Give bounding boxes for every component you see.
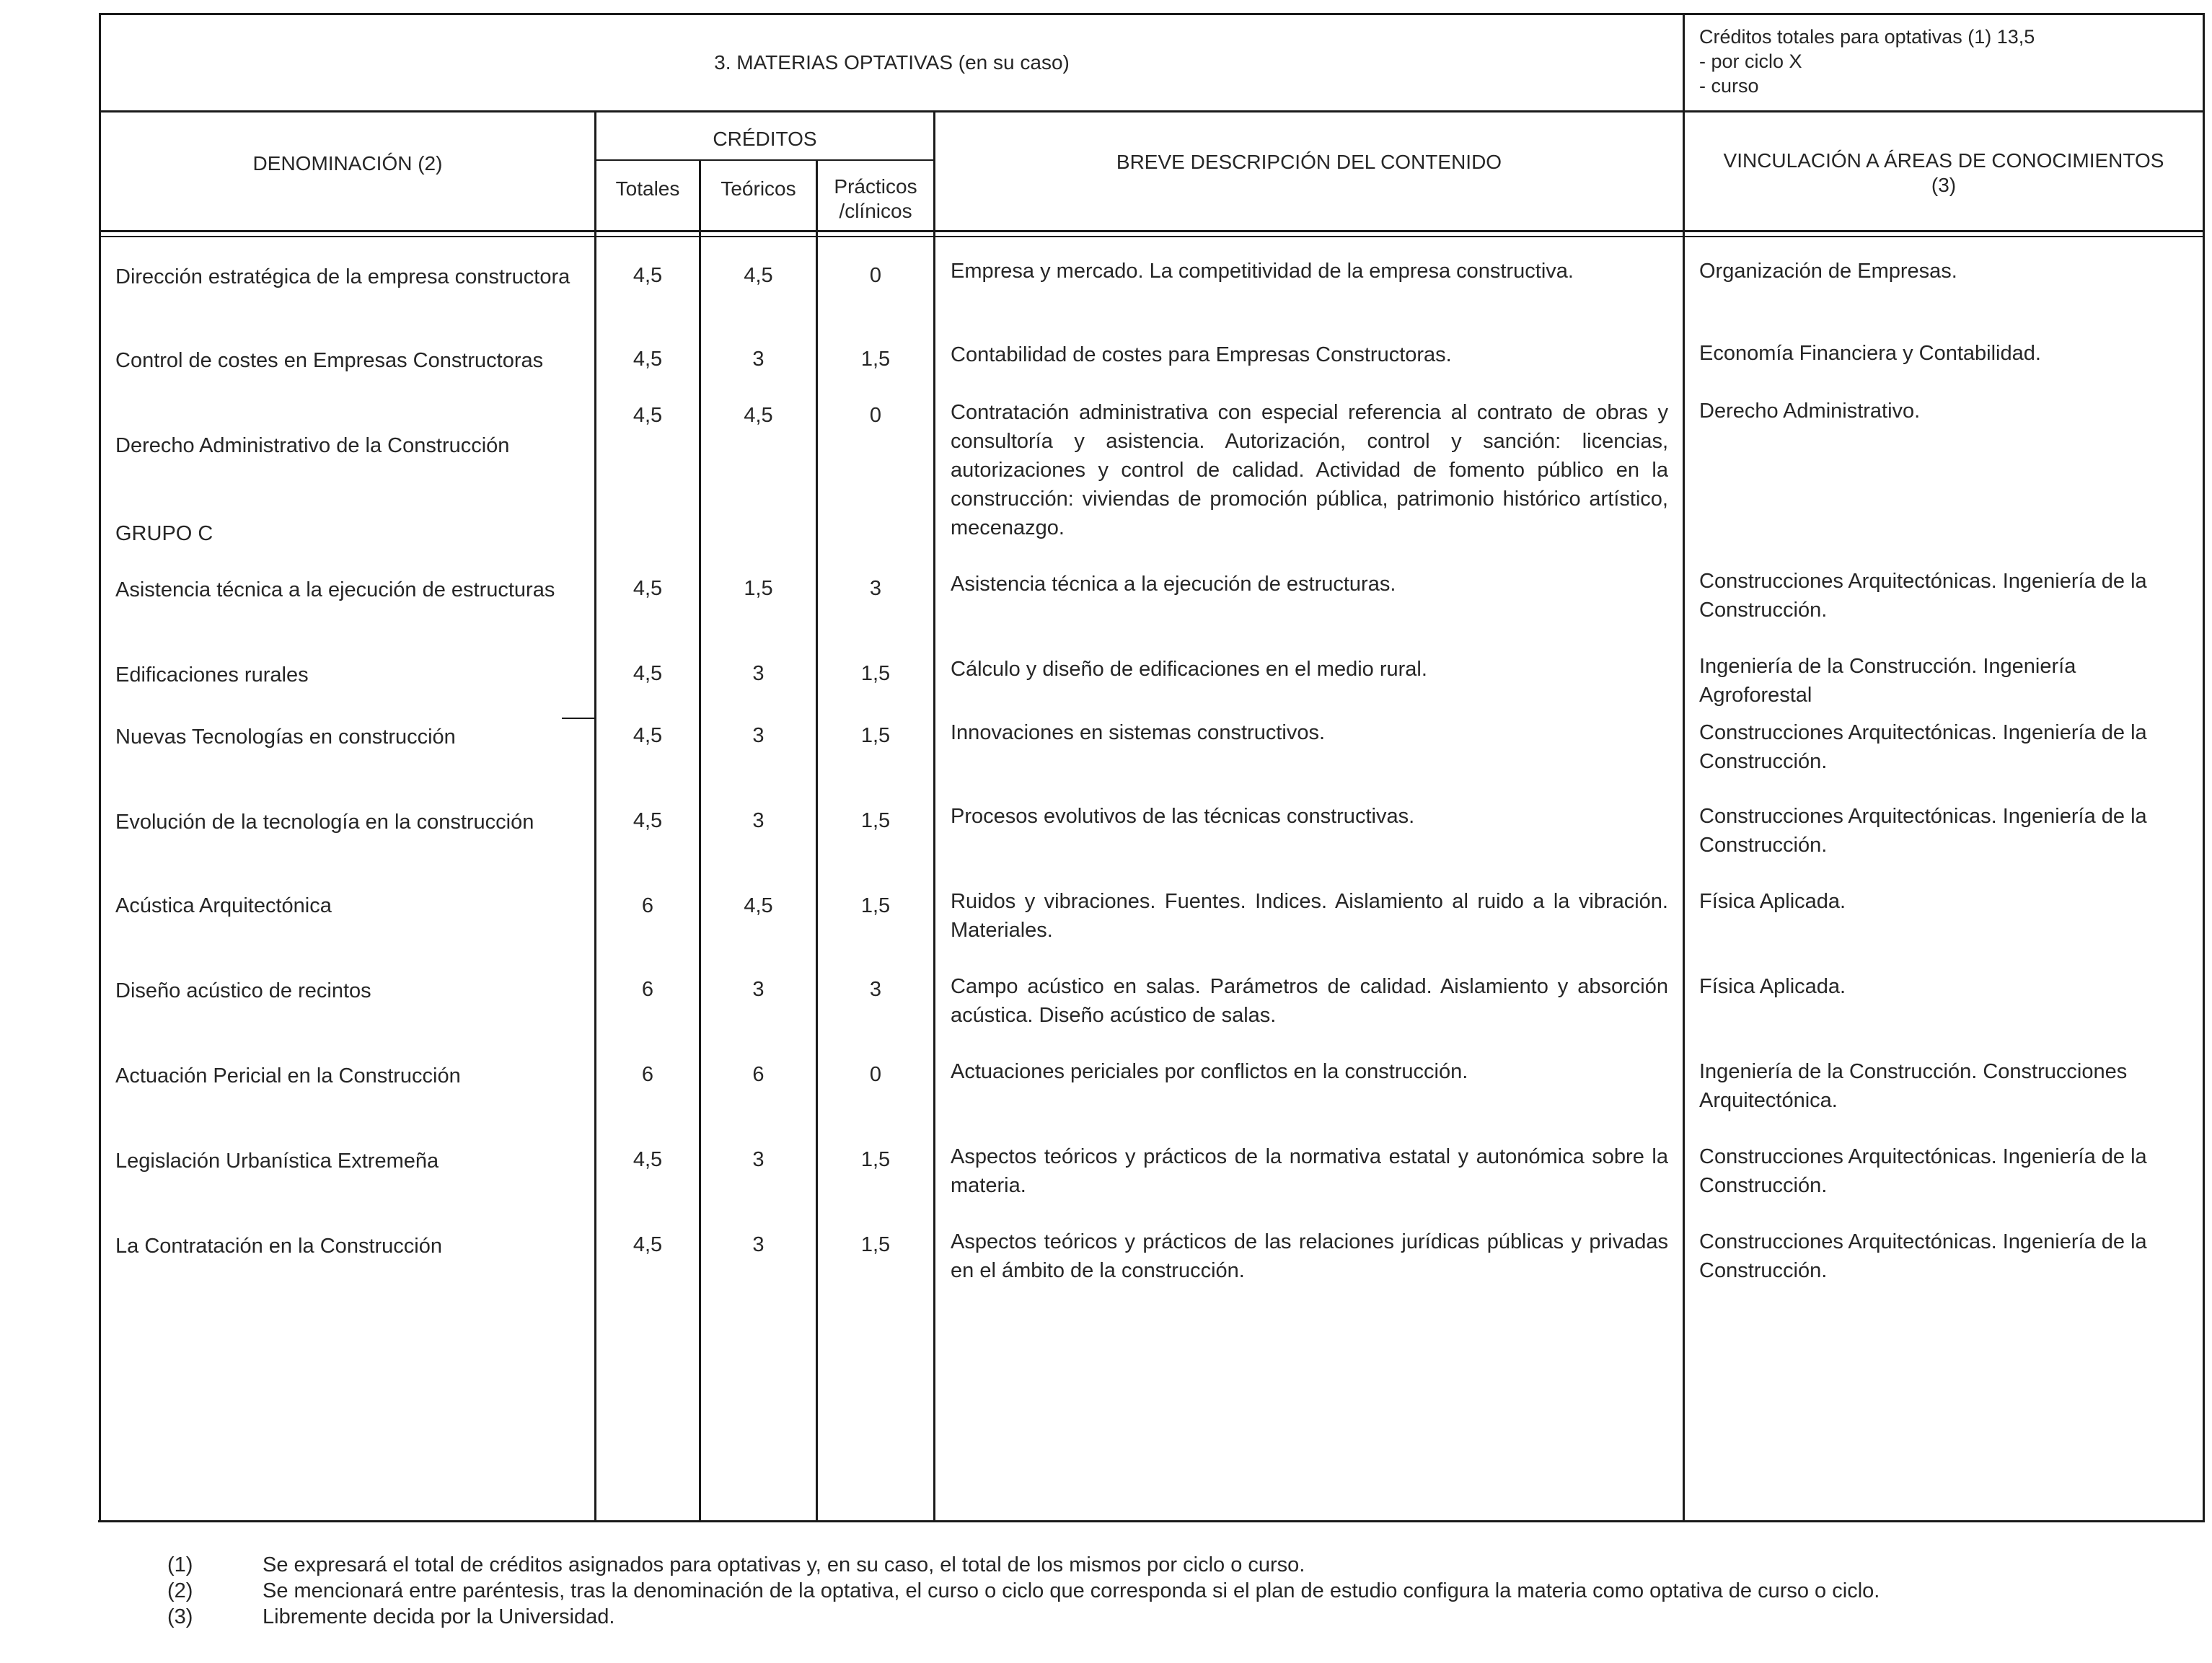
col-header-practicos-line1: Prácticos — [834, 175, 917, 198]
col-header-vinculacion — [1685, 149, 2203, 198]
row-description: Ruidos y vibraciones. Fuentes. Indices. Aislamiento al ruido a la vibración. Materiales. — [951, 890, 1668, 942]
row-name: Evolución de la tecnología en la construcción — [115, 811, 534, 834]
row-description: Innovaciones en sistemas constructivos. — [951, 721, 1326, 744]
row-teoricos: 6 — [752, 1063, 764, 1086]
row-name: Control de costes en Empresas Constructoras — [115, 349, 544, 372]
row-teoricos: 4,5 — [744, 264, 773, 287]
row-practicos: 1,5 — [860, 1233, 891, 1256]
row-teoricos: 3 — [752, 978, 764, 1001]
row-name: Nuevas Tecnologías en construcción — [115, 725, 456, 749]
row-description: Campo acústico en salas. Parámetros de calidad. Aislamiento y absorción acústica. Diseño acústico de salas. — [951, 975, 1668, 1027]
table-border-bottom — [98, 1520, 2203, 1522]
footnote-number: (3) — [167, 1605, 193, 1628]
row-area: Derecho Administrativo. — [1699, 400, 1921, 423]
row-teoricos: 3 — [752, 1233, 764, 1256]
row-area: Construcciones Arquitectónicas. Ingeniería de la Construcción. — [1699, 1230, 2147, 1282]
row-teoricos: 1,5 — [744, 577, 773, 600]
row-totales: 4,5 — [633, 662, 663, 685]
credits-note-ciclo: - por ciclo X — [1699, 50, 1802, 72]
row-description: Aspectos teóricos y prácticos de la normativa estatal y autonómica sobre la materia. — [951, 1145, 1668, 1197]
row-teoricos: 3 — [752, 724, 764, 747]
row-totales: 6 — [641, 894, 654, 917]
row-practicos: 3 — [869, 577, 882, 600]
row-totales: 4,5 — [633, 1148, 663, 1171]
row-area: Organización de Empresas. — [1699, 260, 1957, 283]
row-area: Física Aplicada. — [1699, 890, 1846, 913]
row-description: Cálculo y diseño de edificaciones en el medio rural. — [951, 658, 1427, 681]
header-separator-2 — [100, 236, 2204, 237]
row-totales: 4,5 — [633, 404, 663, 427]
row-teoricos: 4,5 — [744, 404, 773, 427]
creditos-subheader-line — [596, 159, 935, 161]
row-area: Física Aplicada. — [1699, 975, 1846, 998]
row-name: Derecho Administrativo de la Construcción — [115, 434, 510, 457]
row-totales: 4,5 — [633, 348, 663, 371]
col-header-vinculacion-line2: (3) — [1931, 174, 1957, 196]
row-name: Legislación Urbanística Extremeña — [115, 1150, 439, 1173]
row-description: Asistencia técnica a la ejecución de estructuras. — [951, 573, 1396, 596]
row-area: Construcciones Arquitectónicas. Ingeniería de la Construcción. — [1699, 721, 2147, 773]
footnote-number: (2) — [167, 1579, 193, 1602]
row-description: Actuaciones periciales por conflictos en la construcción. — [951, 1060, 1468, 1083]
row-totales: 4,5 — [633, 577, 663, 600]
row-area: Ingeniería de la Construcción. Construcciones Arquitectónica. — [1699, 1060, 2128, 1112]
footnote-text: Se expresará el total de créditos asignados para optativas y, en su caso, el total de los mismos por ciclo o curso. — [263, 1553, 1305, 1576]
row-description: Contabilidad de costes para Empresas Constructoras. — [951, 343, 1452, 366]
title-separator — [100, 110, 2204, 113]
row-teoricos: 3 — [752, 662, 764, 685]
col-header-practicos — [818, 175, 933, 224]
credits-note-total: Créditos totales para optativas (1) 13,5 — [1699, 26, 2035, 48]
row-description: Empresa y mercado. La competitividad de la empresa constructiva. — [951, 260, 1574, 283]
footnote-text: Se mencionará entre paréntesis, tras la denominación de la optativa, el curso o ciclo que corresponda si el plan de estudio configura la materia como optativa de curso o ciclo. — [263, 1579, 1880, 1602]
row-teoricos: 3 — [752, 348, 764, 371]
row-name: Diseño acústico de recintos — [115, 979, 371, 1002]
row-practicos: 0 — [869, 1063, 882, 1086]
row-practicos: 1,5 — [860, 809, 891, 832]
section-title: 3. MATERIAS OPTATIVAS (en su caso) — [714, 51, 1070, 74]
row-area: Construcciones Arquitectónicas. Ingeniería de la Construcción. — [1699, 805, 2147, 857]
row-area: Construcciones Arquitectónicas. Ingeniería de la Construcción. — [1699, 1145, 2147, 1197]
row-area: Construcciones Arquitectónicas. Ingeniería de la Construcción. — [1699, 570, 2147, 622]
row-totales: 6 — [641, 1063, 654, 1086]
col-sep-descripcion — [1683, 13, 1685, 1522]
row-practicos: 3 — [869, 978, 882, 1001]
row-practicos: 1,5 — [860, 348, 891, 371]
col-sep-practicos — [933, 111, 935, 1522]
col-header-teoricos: Teóricos — [721, 177, 796, 200]
credits-note-curso: - curso — [1699, 75, 1759, 97]
row-teoricos: 3 — [752, 1148, 764, 1171]
row-practicos: 0 — [869, 264, 882, 287]
table-border-right — [2203, 13, 2205, 1522]
row-teoricos: 3 — [752, 809, 764, 832]
row-practicos: 1,5 — [860, 1148, 891, 1171]
col-header-vinculacion-line1: VINCULACIÓN A ÁREAS DE CONOCIMIENTOS — [1723, 149, 2164, 172]
table-border-left — [99, 13, 101, 1522]
row-name: Dirección estratégica de la empresa constructora — [115, 265, 570, 288]
col-header-descripcion: BREVE DESCRIPCIÓN DEL CONTENIDO — [1116, 151, 1502, 173]
row-area: Economía Financiera y Contabilidad. — [1699, 342, 2041, 365]
row-totales: 4,5 — [633, 264, 663, 287]
row-totales: 4,5 — [633, 1233, 663, 1256]
group-label: GRUPO C — [115, 522, 213, 545]
header-separator-1 — [100, 230, 2204, 232]
table-border-top — [100, 13, 2204, 15]
row-practicos: 0 — [869, 404, 882, 427]
footnote-text: Libremente decida por la Universidad. — [263, 1605, 615, 1628]
row-practicos: 1,5 — [860, 662, 891, 685]
row-teoricos: 4,5 — [744, 894, 773, 917]
row-totales: 6 — [641, 978, 654, 1001]
row-name: Actuación Pericial en la Construcción — [115, 1064, 461, 1088]
row-totales: 4,5 — [633, 724, 663, 747]
col-header-totales: Totales — [615, 177, 680, 200]
row-name: Edificaciones rurales — [115, 663, 309, 687]
col-header-creditos: CRÉDITOS — [713, 128, 817, 150]
col-header-denominacion: DENOMINACIÓN (2) — [252, 152, 443, 175]
row-description: Aspectos teóricos y prácticos de las relaciones jurídicas públicas y privadas en el ámbito de la construcción. — [951, 1230, 1668, 1282]
row-description: Contratación administrativa con especial referencia al contrato de obras y consultoría y asistencia. Autorización, control y sanción: licencias, autorizaciones y control de calidad. Actividad de fomento público en la construcción: viviendas de promoción pública, patrimonio histórico artístico, mecenazgo. — [951, 401, 1668, 539]
row-separator-grupo-c — [562, 718, 595, 719]
row-practicos: 1,5 — [860, 894, 891, 917]
col-header-practicos-line2: /clínicos — [839, 200, 912, 222]
row-description: Procesos evolutivos de las técnicas constructivas. — [951, 805, 1415, 828]
row-practicos: 1,5 — [860, 724, 891, 747]
row-name: Acústica Arquitectónica — [115, 894, 332, 917]
footnote-number: (1) — [167, 1553, 193, 1576]
row-name: La Contratación en la Construcción — [115, 1235, 442, 1258]
row-totales: 4,5 — [633, 809, 663, 832]
row-name: Asistencia técnica a la ejecución de estructuras — [115, 578, 555, 601]
row-area: Ingeniería de la Construcción. Ingeniería Agroforestal — [1699, 655, 2076, 707]
